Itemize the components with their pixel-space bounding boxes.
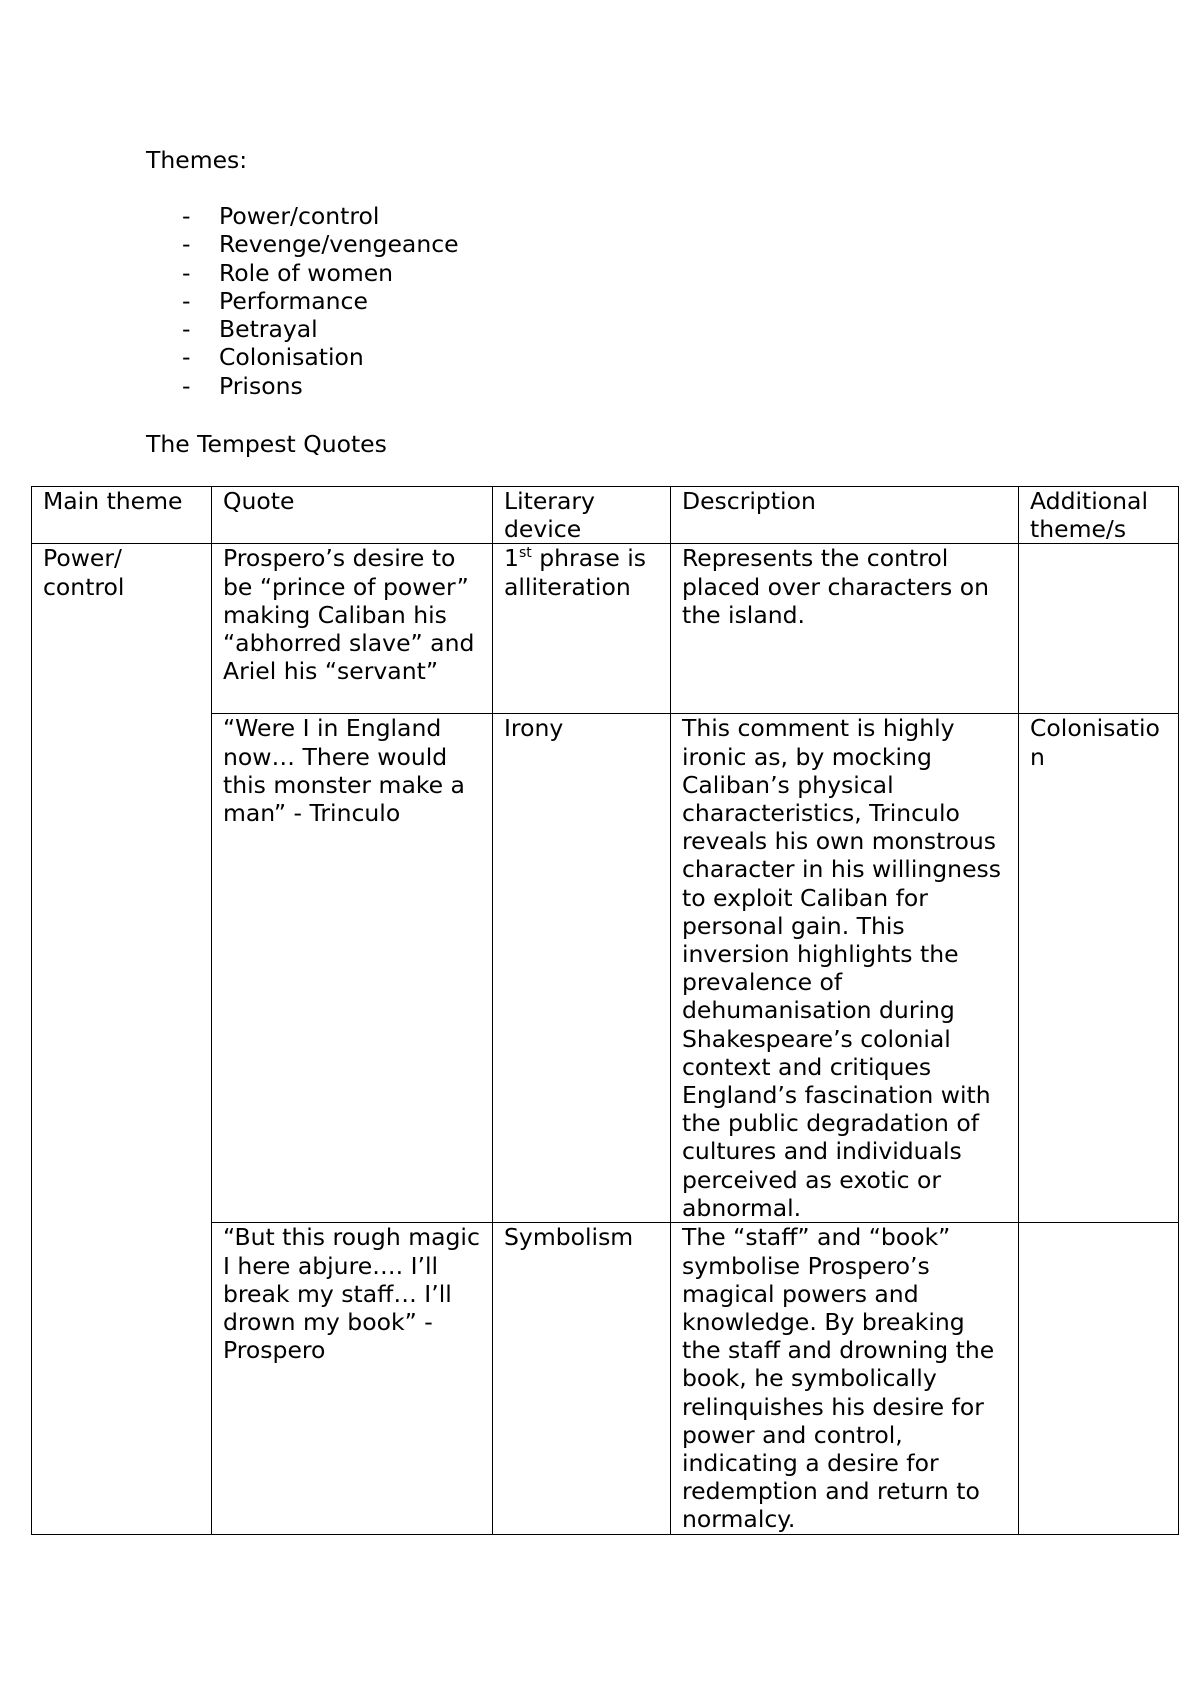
themes-list — [146, 202, 459, 400]
list-item — [146, 202, 459, 230]
quotes-table — [31, 486, 1179, 1535]
theme-item-label: Power/control — [219, 202, 380, 230]
header-description: Description — [671, 487, 1019, 544]
literary-device-cell: Irony — [493, 714, 671, 1223]
additional-theme-cell — [1019, 544, 1179, 714]
description-cell: Represents the control placed over characters on the island. — [671, 544, 1019, 714]
additional-theme-cell: Colonisation — [1019, 714, 1179, 1223]
header-literary-device: Literary device — [493, 487, 671, 544]
list-item — [146, 315, 459, 343]
list-item — [146, 287, 459, 315]
main-theme-cell: Power/ control — [32, 544, 212, 1534]
bullet-dash: - — [182, 258, 191, 287]
literary-device-cell — [493, 544, 671, 714]
theme-item-label: Colonisation — [219, 343, 364, 372]
table-row — [32, 544, 1179, 714]
description-cell: This comment is highly ironic as, by mocking Caliban’s physical characteristics, Trinculo reveals his own monstrous character in his willingness to exploit Caliban for personal gain. This inversion highlights the prevalence of dehumanisation during Shakespeare’s colonial context and critiques England’s fascination with the public degradation of cultures and individuals perceived as exotic or abnormal. — [671, 714, 1019, 1223]
device-ordinal-number: 1 — [504, 544, 519, 573]
header-main-theme: Main theme — [32, 487, 212, 544]
table-header-row — [32, 487, 1179, 544]
list-item — [146, 230, 459, 258]
bullet-dash: - — [182, 371, 191, 400]
description-cell: The “staff” and “book” symbolise Prospero’s magical powers and knowledge. By breaking the staff and drowning the book, he symbolically relinquishes his desire for power and control, indicating a desire for redemption and return to normalcy. — [671, 1223, 1019, 1534]
theme-item-label: Performance — [219, 286, 368, 315]
bullet-dash: - — [182, 315, 191, 344]
quote-cell: Prospero’s desire to be “prince of power” making Caliban his “abhorred slave” and Ariel his “servant” — [212, 544, 493, 714]
device-text: phrase is alliteration — [504, 544, 647, 601]
bullet-dash: - — [182, 202, 191, 230]
quote-cell: “Were I in England now… There would this monster make a man” - Trinculo — [212, 714, 493, 1223]
literary-device-cell: Symbolism — [493, 1223, 671, 1534]
theme-item-label: Prisons — [219, 371, 303, 400]
bullet-dash: - — [182, 343, 191, 372]
theme-item-label: Betrayal — [219, 315, 318, 344]
quote-cell: “But this rough magic I here abjure…. I’ll break my staff… I’ll drown my book” - Prospero — [212, 1223, 493, 1534]
list-item — [146, 343, 459, 371]
header-quote: Quote — [212, 487, 493, 544]
header-additional-themes: Additional theme/s — [1019, 487, 1179, 544]
list-item — [146, 372, 459, 400]
additional-theme-cell — [1019, 1223, 1179, 1534]
theme-item-label: Role of women — [219, 258, 394, 287]
bullet-dash: - — [182, 286, 191, 315]
device-ordinal-suffix: st — [518, 545, 532, 562]
list-item — [146, 259, 459, 287]
quotes-title: The Tempest Quotes — [146, 430, 387, 458]
theme-item-label: Revenge/vengeance — [219, 230, 459, 259]
bullet-dash: - — [182, 230, 191, 259]
themes-heading: Themes: — [146, 146, 248, 174]
